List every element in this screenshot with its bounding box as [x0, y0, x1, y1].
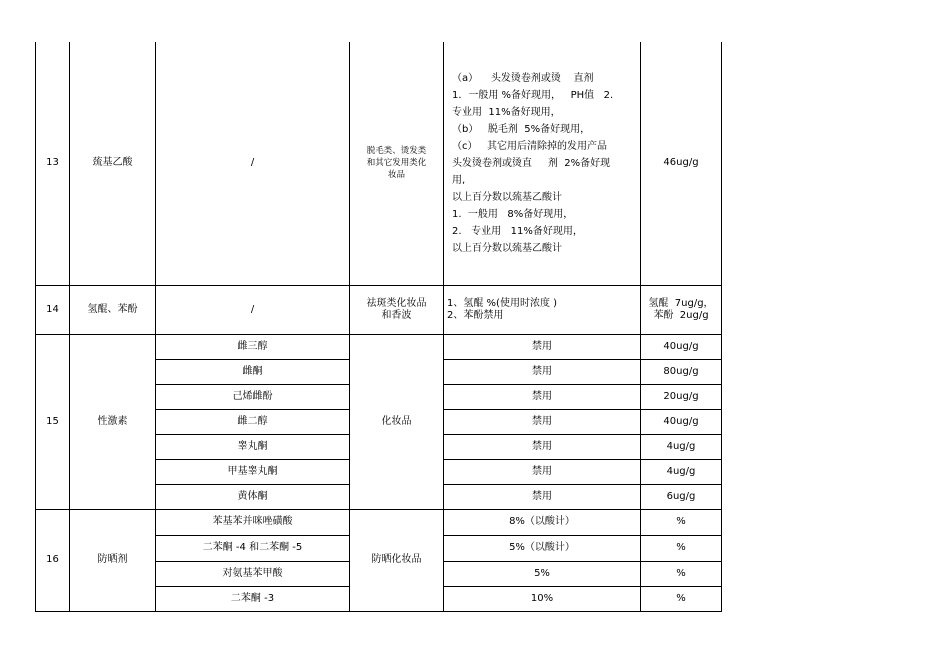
limit-requirement: 5%: [444, 561, 641, 586]
row-number: 14: [36, 285, 70, 334]
detect-text: 氢醌 7ug/g， 苯酚 2ug/g: [648, 297, 714, 321]
limit-requirement: 禁用: [444, 359, 641, 384]
substance-name: 性激素: [70, 334, 156, 509]
limit-requirement: 8%（以酸计）: [444, 509, 641, 535]
limit-requirement: 禁用: [444, 409, 641, 434]
limit-text: （a） 头发烫卷剂或烫 直剂 1．一般用 %备好现用， PH值 2. 专业用 11%备好现用， （b） 脱毛剂 5%备好现用， （c） 其它用后清除掉的发用产品 头发烫卷剂或烫直 剂 2%备好现 用, 以上百分数以巯基乙酸计 1. 一般用 8%备好现用， 2. 专业用 11%备好现用， 以上百分数以巯基乙酸计: [452, 72, 614, 254]
sub-substance: 二苯酮 -3: [156, 586, 350, 611]
row-number: 15: [36, 334, 70, 509]
sub-substance: /: [156, 285, 350, 334]
usage-scope: 防晒化妆品: [350, 509, 444, 611]
sub-substance: 睾丸酮: [156, 434, 350, 459]
detection-limit: 4ug/g: [641, 434, 722, 459]
substance-name: 防晒剂: [70, 509, 156, 611]
detection-limit: %: [641, 561, 722, 586]
sub-substance: 苯基苯并咪唑磺酸: [156, 509, 350, 535]
sub-substance: 对氨基苯甲酸: [156, 561, 350, 586]
detection-limit: 46ug/g: [641, 42, 722, 285]
limit-requirement: 禁用: [444, 459, 641, 484]
sub-substance: 二苯酮 -4 和二苯酮 -5: [156, 535, 350, 561]
row-number: 13: [36, 42, 70, 285]
usage-scope: [350, 285, 444, 334]
detection-limit: %: [641, 586, 722, 611]
sub-substance: 雌二醇: [156, 409, 350, 434]
detection-limit: 40ug/g: [641, 409, 722, 434]
detection-limit: 4ug/g: [641, 459, 722, 484]
limit-requirement: 5%（以酸计）: [444, 535, 641, 561]
limit-requirement: 禁用: [444, 334, 641, 359]
table-row: [36, 285, 722, 334]
detection-limit: 6ug/g: [641, 484, 722, 509]
sub-substance: /: [156, 42, 350, 285]
substance-name: 巯基乙酸: [70, 42, 156, 285]
limit-requirement: 禁用: [444, 384, 641, 409]
detection-limit: [641, 285, 722, 334]
sub-substance: 雌酮: [156, 359, 350, 384]
sub-substance: 雌三醇: [156, 334, 350, 359]
usage-text: 祛斑类化妆品 和香波: [366, 297, 427, 321]
regulation-table: [35, 42, 722, 612]
limit-requirement: 禁用: [444, 434, 641, 459]
detection-limit: %: [641, 509, 722, 535]
usage-text: 脱毛类、烫发类 和其它发用类化 妆品: [366, 145, 427, 181]
usage-scope: [350, 42, 444, 285]
table-row: [36, 509, 722, 535]
limit-requirement: [444, 42, 641, 285]
limit-requirement: [444, 285, 641, 334]
usage-scope: 化妆品: [350, 334, 444, 509]
row-number: 16: [36, 509, 70, 611]
sub-substance: 黄体酮: [156, 484, 350, 509]
sub-substance: 己烯雌酚: [156, 384, 350, 409]
detection-limit: 20ug/g: [641, 384, 722, 409]
limit-requirement: 禁用: [444, 484, 641, 509]
detection-limit: 40ug/g: [641, 334, 722, 359]
detection-limit: %: [641, 535, 722, 561]
sub-substance: 甲基睾丸酮: [156, 459, 350, 484]
limit-requirement: 10%: [444, 586, 641, 611]
table-row: [36, 42, 722, 285]
table-row: [36, 334, 722, 359]
limit-text: 1、氢醌 %(使用时浓度 ) 2、苯酚禁用: [447, 297, 558, 321]
detection-limit: 80ug/g: [641, 359, 722, 384]
substance-name: 氢醌、苯酚: [70, 285, 156, 334]
